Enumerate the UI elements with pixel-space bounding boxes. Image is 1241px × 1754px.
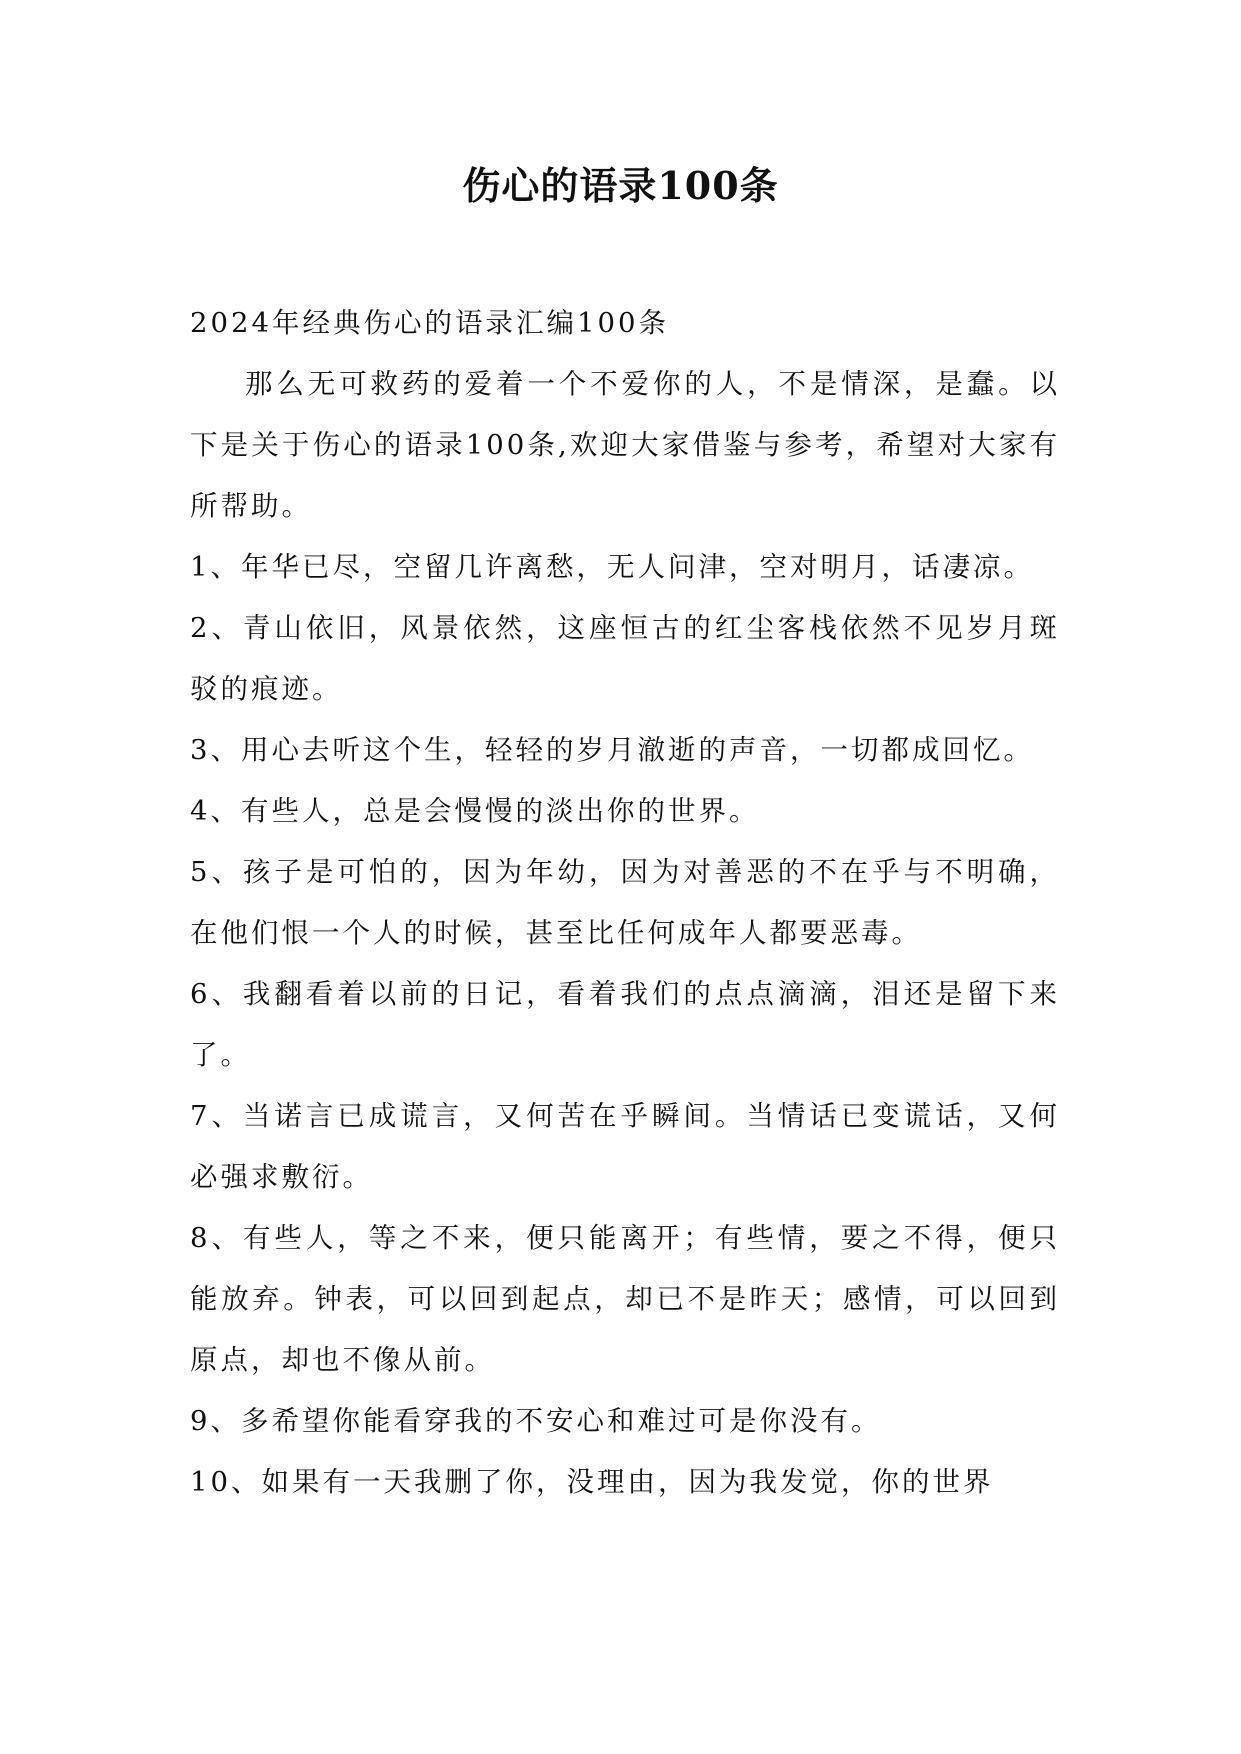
quote-item-3: 3、用心去听这个生，轻轻的岁月澈逝的声音，一切都成回忆。 bbox=[190, 734, 1034, 766]
quote-item-2: 2、青山依旧，风景依然，这座恒古的红尘客栈依然不见岁月斑驳的痕迹。 bbox=[190, 612, 1060, 705]
quote-item-7: 7、当诺言已成谎言，又何苦在乎瞬间。当情话已变谎话，又何必强求敷衍。 bbox=[190, 1100, 1060, 1193]
subtitle-line: 2024年经典伤心的语录汇编100条 bbox=[190, 307, 669, 339]
intro-paragraph: 那么无可救药的爱着一个不爱你的人，不是情深，是蠢。以下是关于伤心的语录100条,欢迎大家借鉴与参考，希望对大家有所帮助。 bbox=[190, 368, 1060, 522]
quote-item-4: 4、有些人，总是会慢慢的淡出你的世界。 bbox=[190, 795, 760, 827]
document-body bbox=[190, 293, 1060, 1513]
quote-item-10: 10、如果有一天我删了你，没理由，因为我发觉，你的世界 bbox=[190, 1466, 994, 1498]
quote-item-1: 1、年华已尽，空留几许离愁，无人问津，空对明月，话凄凉。 bbox=[190, 551, 1034, 583]
quote-item-6: 6、我翻看着以前的日记，看着我们的点点滴滴，泪还是留下来了。 bbox=[190, 978, 1060, 1071]
quote-item-5: 5、孩子是可怕的，因为年幼，因为对善恶的不在乎与不明确，在他们恨一个人的时候，甚至比任何成年人都要恶毒。 bbox=[190, 856, 1060, 949]
quote-item-9: 9、多希望你能看穿我的不安心和难过可是你没有。 bbox=[190, 1405, 882, 1437]
quote-item-8: 8、有些人，等之不来，便只能离开；有些情，要之不得，便只能放弃。钟表，可以回到起点，却已不是昨天；感情，可以回到原点，却也不像从前。 bbox=[190, 1222, 1060, 1376]
document-title: 伤心的语录100条 bbox=[462, 163, 779, 208]
